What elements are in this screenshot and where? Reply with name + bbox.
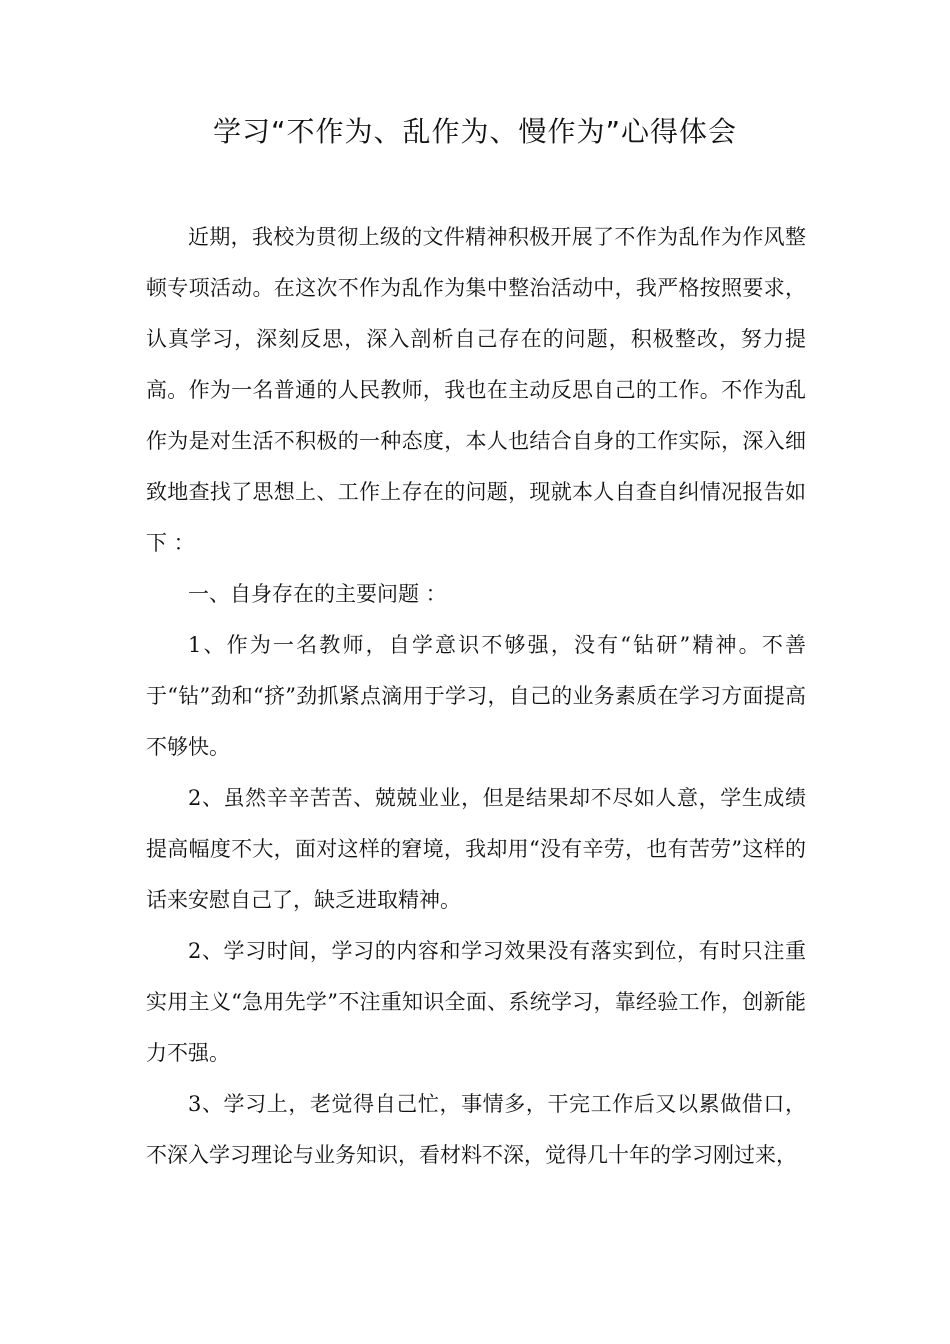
paragraph-item-2a: 2、虽然辛辛苦苦、兢兢业业，但是结果却不尽如人意，学生成绩提高幅度不大，面对这样的窘境，我却用“没有辛劳，也有苦劳”这样的话来安慰自己了，缺乏进取精神。 [146, 786, 806, 912]
paragraph-item-2b: 2、学习时间，学习的内容和学习效果没有落实到位，有时只注重实用主义“急用先学”不注重知识全面、系统学习，靠经验工作，创新能力不强。 [146, 939, 806, 1065]
paragraph-intro: 近期，我校为贯彻上级的文件精神积极开展了不作为乱作为作风整顿专项活动。在这次不作为乱作为集中整治活动中，我严格按照要求，认真学习，深刻反思，深入剖析自己存在的问题，积极整改，努力提高。作为一名普通的人民教师，我也在主动反思自己的工作。不作为乱作为是对生活不积极的一种态度，本人也结合自身的工作实际，深入细致地查找了思想上、工作上存在的问题，现就本人自查自纠情况报告如下 ： [146, 225, 806, 555]
document-title: 学习“不作为、乱作为、慢作为”心得体会 [212, 115, 737, 148]
section-heading-problems: 一、自身存在的主要问题 ： [188, 582, 447, 606]
document-body [146, 212, 806, 1181]
paragraph-item-3: 3、学习上，老觉得自己忙，事情多，干完工作后又以累做借口，不深入学习理论与业务知识，看材料不深，觉得几十年的学习刚过来， [146, 1092, 806, 1167]
paragraph-item-1: 1、作为一名教师，自学意识不够强，没有“钻研”精神。不善于“钻”劲和“挤”劲抓紧点滴用于学习，自己的业务素质在学习方面提高不够快。 [146, 633, 806, 759]
